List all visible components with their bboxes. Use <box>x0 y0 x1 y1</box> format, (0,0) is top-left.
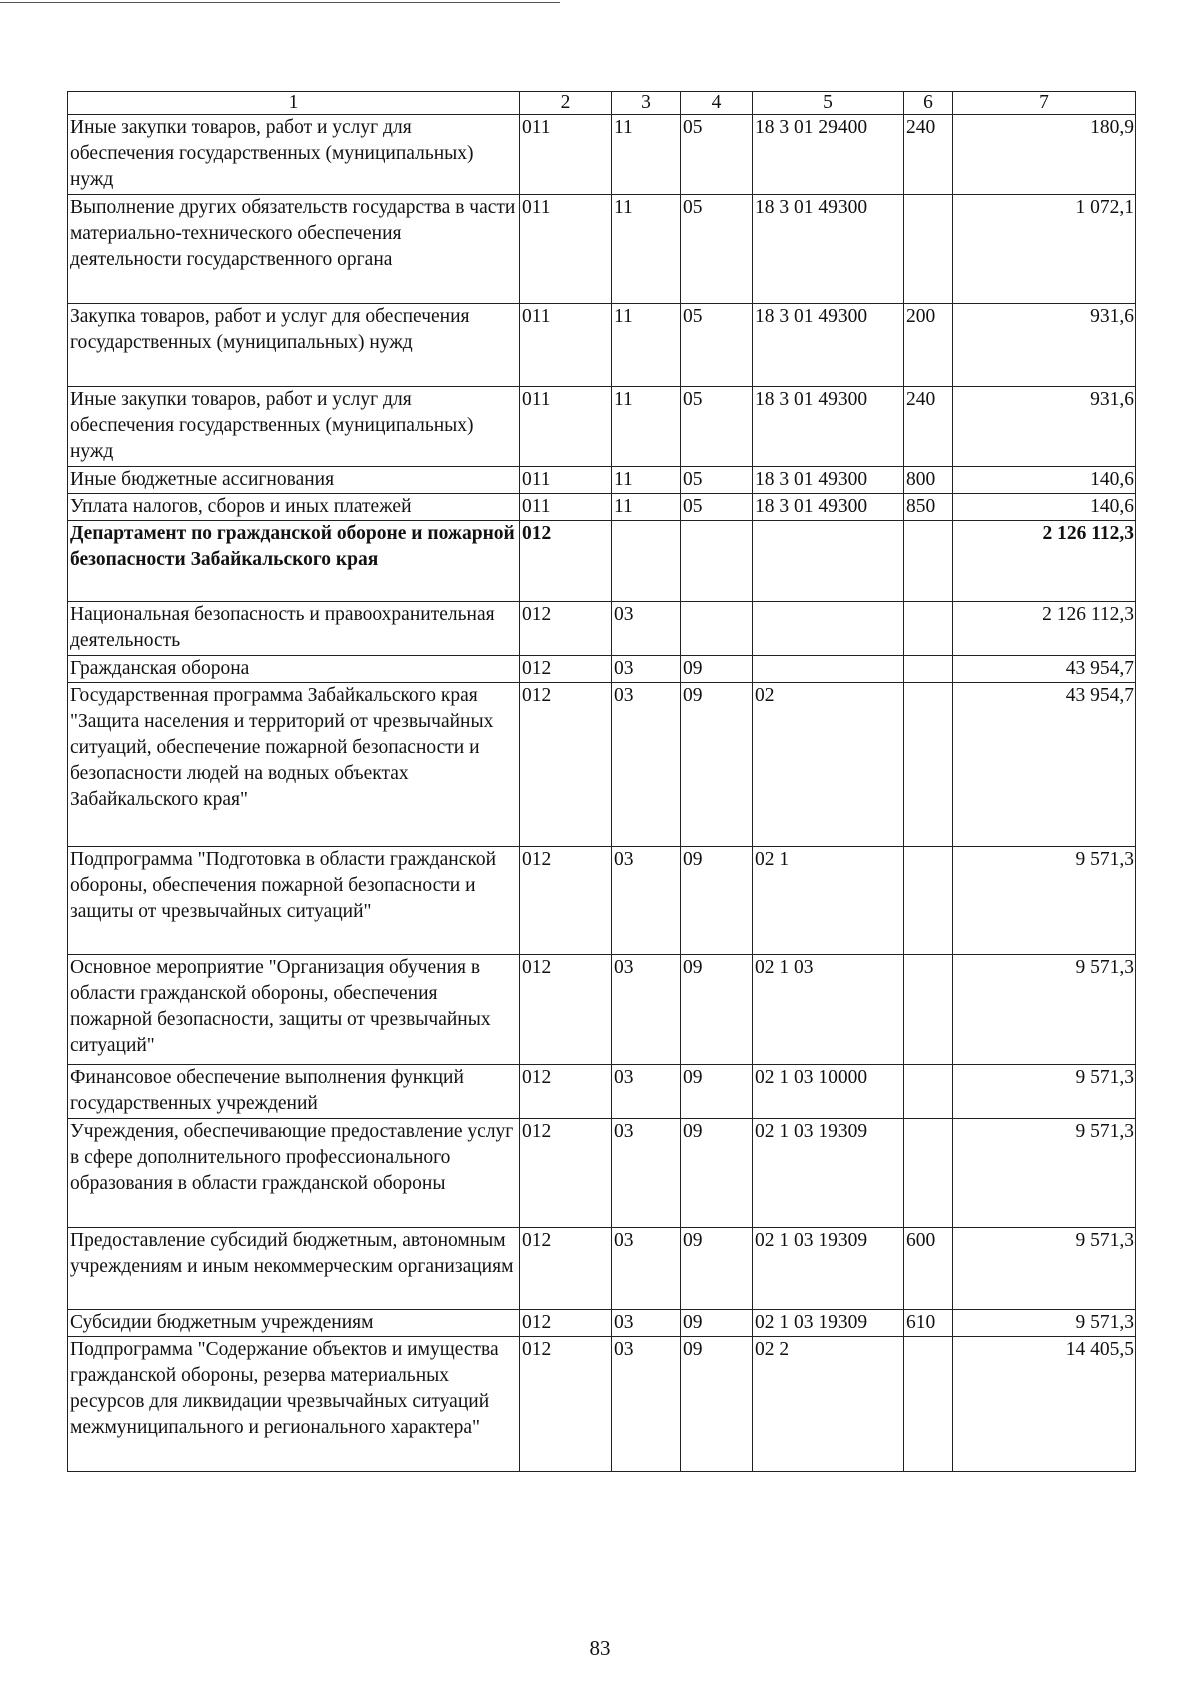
budget-table <box>67 91 1136 1472</box>
row-code-section: 03 <box>612 1337 681 1472</box>
row-code-section: 03 <box>612 1228 681 1310</box>
row-code-target <box>753 602 904 656</box>
table-row <box>68 656 1136 683</box>
row-name: Иные закупки товаров, работ и услуг для обеспечения государственных (муниципальных) нужд <box>68 387 520 467</box>
row-amount: 2 126 112,3 <box>953 602 1136 656</box>
row-name: Субсидии бюджетным учреждениям <box>68 1310 520 1337</box>
row-code-admin: 011 <box>520 304 612 387</box>
row-code-target: 02 1 03 10000 <box>753 1065 904 1119</box>
table-row <box>68 955 1136 1065</box>
row-code-section: 11 <box>612 195 681 304</box>
row-code-section: 11 <box>612 494 681 521</box>
row-code-target: 02 <box>753 683 904 847</box>
row-code-subsection: 09 <box>681 847 753 955</box>
row-code-subsection: 09 <box>681 1119 753 1228</box>
table-row <box>68 494 1136 521</box>
row-code-target: 02 1 03 19309 <box>753 1310 904 1337</box>
row-name: Учреждения, обеспечивающие предоставление услуг в сфере дополнительного профессионального образования в области гражданской обороны <box>68 1119 520 1228</box>
row-code-admin: 012 <box>520 602 612 656</box>
row-amount: 9 571,3 <box>953 847 1136 955</box>
header-cell-1: 1 <box>68 92 520 115</box>
row-code-expense-type: 850 <box>904 494 953 521</box>
row-amount: 9 571,3 <box>953 1065 1136 1119</box>
row-name: Иные бюджетные ассигнования <box>68 467 520 494</box>
row-code-admin: 012 <box>520 955 612 1065</box>
row-code-expense-type <box>904 1065 953 1119</box>
row-code-section: 03 <box>612 955 681 1065</box>
row-code-section: 03 <box>612 1119 681 1228</box>
row-code-expense-type <box>904 1337 953 1472</box>
header-cell-6: 6 <box>904 92 953 115</box>
row-name: Национальная безопасность и правоохранительная деятельность <box>68 602 520 656</box>
row-code-subsection: 09 <box>681 656 753 683</box>
row-code-section: 03 <box>612 602 681 656</box>
row-code-admin: 011 <box>520 467 612 494</box>
row-code-section: 03 <box>612 1065 681 1119</box>
row-code-target: 02 1 <box>753 847 904 955</box>
row-code-subsection: 09 <box>681 1065 753 1119</box>
row-code-subsection: 09 <box>681 1337 753 1472</box>
table-row <box>68 304 1136 387</box>
table-row <box>68 683 1136 847</box>
row-amount: 931,6 <box>953 304 1136 387</box>
table-row <box>68 467 1136 494</box>
table-row <box>68 195 1136 304</box>
row-code-admin: 011 <box>520 494 612 521</box>
header-cell-7: 7 <box>953 92 1136 115</box>
row-code-subsection: 05 <box>681 115 753 195</box>
row-amount: 9 571,3 <box>953 955 1136 1065</box>
row-amount: 9 571,3 <box>953 1310 1136 1337</box>
row-name: Подпрограмма "Содержание объектов и имущества гражданской обороны, резерва материальных ресурсов для ликвидации чрезвычайных ситуаций межмуниципального и регионального характера" <box>68 1337 520 1472</box>
table-row <box>68 847 1136 955</box>
row-code-expense-type <box>904 847 953 955</box>
row-code-section: 11 <box>612 387 681 467</box>
row-code-subsection: 05 <box>681 195 753 304</box>
row-code-target: 18 3 01 49300 <box>753 195 904 304</box>
row-code-section <box>612 521 681 602</box>
row-code-expense-type: 240 <box>904 387 953 467</box>
row-code-target <box>753 656 904 683</box>
row-amount: 9 571,3 <box>953 1119 1136 1228</box>
row-code-expense-type: 610 <box>904 1310 953 1337</box>
table-row <box>68 1337 1136 1472</box>
table-row <box>68 521 1136 602</box>
row-code-target: 18 3 01 29400 <box>753 115 904 195</box>
row-name: Закупка товаров, работ и услуг для обеспечения государственных (муниципальных) нужд <box>68 304 520 387</box>
row-code-subsection <box>681 521 753 602</box>
row-code-target <box>753 521 904 602</box>
row-code-subsection: 05 <box>681 467 753 494</box>
row-code-subsection: 09 <box>681 955 753 1065</box>
row-amount: 2 126 112,3 <box>953 521 1136 602</box>
table-row <box>68 1228 1136 1310</box>
row-code-expense-type: 200 <box>904 304 953 387</box>
row-code-section: 11 <box>612 467 681 494</box>
top-rule <box>0 2 560 3</box>
row-amount: 43 954,7 <box>953 683 1136 847</box>
row-amount: 9 571,3 <box>953 1228 1136 1310</box>
row-code-subsection <box>681 602 753 656</box>
page-number: 83 <box>589 1636 611 1660</box>
row-name: Финансовое обеспечение выполнения функций государственных учреждений <box>68 1065 520 1119</box>
row-name: Государственная программа Забайкальского края "Защита населения и территорий от чрезвычайных ситуаций, обеспечение пожарной безопасности и безопасности людей на водных объектах Забайкальского края" <box>68 683 520 847</box>
header-cell-3: 3 <box>612 92 681 115</box>
row-code-expense-type <box>904 683 953 847</box>
table-row <box>68 387 1136 467</box>
row-code-admin: 011 <box>520 387 612 467</box>
row-name: Основное мероприятие "Организация обучения в области гражданской обороны, обеспечения пожарной безопасности, защиты от чрезвычайных ситуаций" <box>68 955 520 1065</box>
row-amount: 180,9 <box>953 115 1136 195</box>
row-name: Департамент по гражданской обороне и пожарной безопасности Забайкальского края <box>68 521 520 602</box>
row-code-target: 18 3 01 49300 <box>753 304 904 387</box>
row-code-admin: 011 <box>520 115 612 195</box>
row-name: Подпрограмма "Подготовка в области гражданской обороны, обеспечения пожарной безопасности и защиты от чрезвычайных ситуаций" <box>68 847 520 955</box>
row-code-admin: 012 <box>520 521 612 602</box>
row-code-target: 18 3 01 49300 <box>753 467 904 494</box>
header-cell-5: 5 <box>753 92 904 115</box>
row-code-admin: 012 <box>520 847 612 955</box>
row-code-target: 02 1 03 <box>753 955 904 1065</box>
row-amount: 14 405,5 <box>953 1337 1136 1472</box>
row-name: Иные закупки товаров, работ и услуг для обеспечения государственных (муниципальных) нужд <box>68 115 520 195</box>
header-row <box>68 92 1136 115</box>
table-row <box>68 1119 1136 1228</box>
row-code-target: 02 1 03 19309 <box>753 1228 904 1310</box>
row-code-expense-type: 800 <box>904 467 953 494</box>
row-code-subsection: 05 <box>681 387 753 467</box>
row-amount: 140,6 <box>953 494 1136 521</box>
row-code-expense-type <box>904 656 953 683</box>
row-code-admin: 012 <box>520 1228 612 1310</box>
row-amount: 140,6 <box>953 467 1136 494</box>
row-code-target: 18 3 01 49300 <box>753 494 904 521</box>
row-code-admin: 011 <box>520 195 612 304</box>
row-code-subsection: 05 <box>681 304 753 387</box>
table-body <box>68 115 1136 1472</box>
row-code-admin: 012 <box>520 656 612 683</box>
row-code-admin: 012 <box>520 1337 612 1472</box>
table-row <box>68 1065 1136 1119</box>
row-code-admin: 012 <box>520 683 612 847</box>
row-name: Предоставление субсидий бюджетным, автономным учреждениям и иным некоммерческим организациям <box>68 1228 520 1310</box>
row-code-admin: 012 <box>520 1119 612 1228</box>
row-code-subsection: 09 <box>681 1310 753 1337</box>
row-code-subsection: 09 <box>681 683 753 847</box>
row-code-section: 11 <box>612 115 681 195</box>
header-cell-4: 4 <box>681 92 753 115</box>
row-code-section: 03 <box>612 683 681 847</box>
row-code-target: 02 2 <box>753 1337 904 1472</box>
row-name: Выполнение других обязательств государства в части материально-технического обеспечения деятельности государственного органа <box>68 195 520 304</box>
row-amount: 931,6 <box>953 387 1136 467</box>
row-code-admin: 012 <box>520 1065 612 1119</box>
table-row <box>68 602 1136 656</box>
row-name: Гражданская оборона <box>68 656 520 683</box>
row-amount: 1 072,1 <box>953 195 1136 304</box>
header-cell-2: 2 <box>520 92 612 115</box>
row-code-expense-type: 600 <box>904 1228 953 1310</box>
row-code-subsection: 05 <box>681 494 753 521</box>
row-code-expense-type <box>904 195 953 304</box>
row-code-section: 03 <box>612 656 681 683</box>
table-row <box>68 1310 1136 1337</box>
row-amount: 43 954,7 <box>953 656 1136 683</box>
row-code-section: 03 <box>612 847 681 955</box>
row-code-section: 11 <box>612 304 681 387</box>
row-code-expense-type <box>904 1119 953 1228</box>
row-code-subsection: 09 <box>681 1228 753 1310</box>
row-code-expense-type <box>904 955 953 1065</box>
row-name: Уплата налогов, сборов и иных платежей <box>68 494 520 521</box>
row-code-target: 18 3 01 49300 <box>753 387 904 467</box>
row-code-target: 02 1 03 19309 <box>753 1119 904 1228</box>
table-row <box>68 115 1136 195</box>
row-code-section: 03 <box>612 1310 681 1337</box>
row-code-expense-type <box>904 521 953 602</box>
row-code-admin: 012 <box>520 1310 612 1337</box>
row-code-expense-type <box>904 602 953 656</box>
row-code-expense-type: 240 <box>904 115 953 195</box>
